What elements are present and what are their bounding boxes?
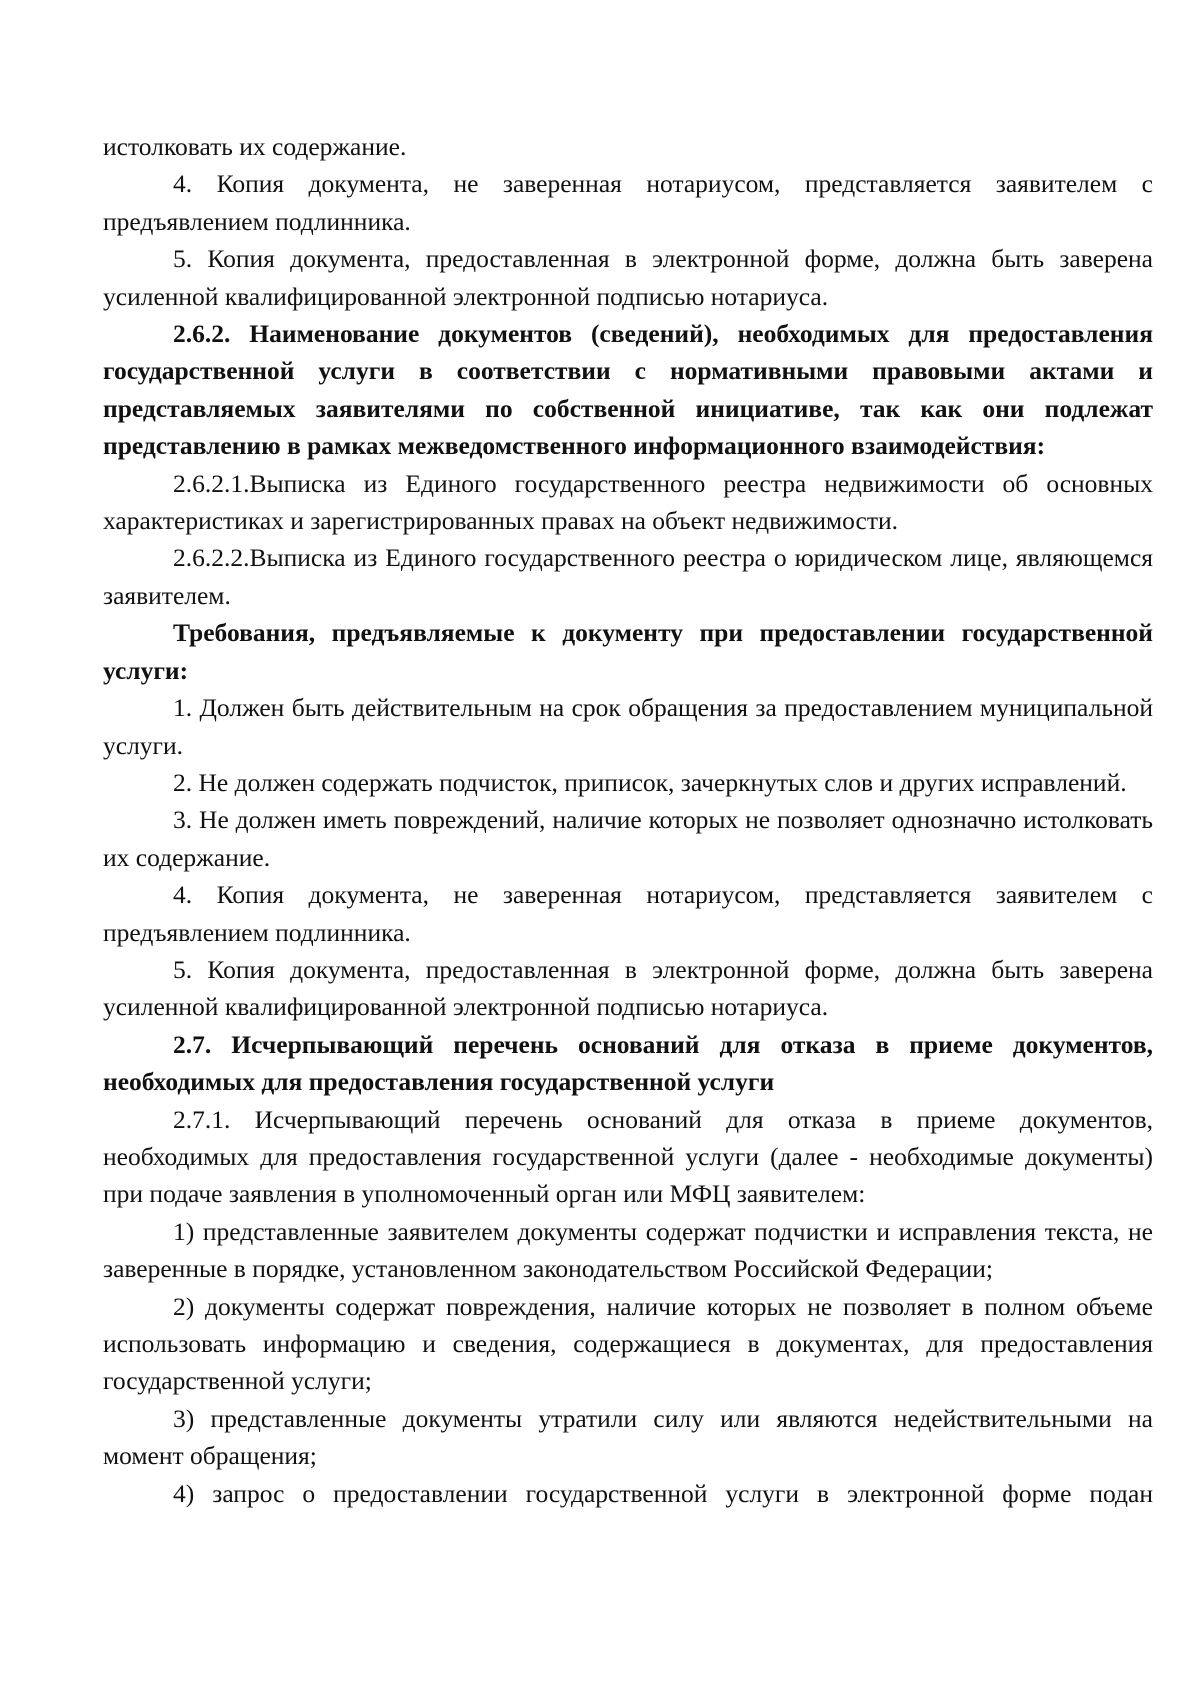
list-item: 3) представленные документы утратили силу или являются недействительными на момент обращения; (103, 1403, 1153, 1471)
list-item: 1) представленные заявителем документы содержат подчистки и исправления текста, не заверенные в порядке, установленном законодательством Российской Федерации; (103, 1216, 1153, 1284)
list-item: 4. Копия документа, не заверенная нотариусом, представляется заявителем с предъявлением подлинника. (103, 880, 1153, 947)
paragraph: 2.6.2.1.Выписка из Единого государственного реестра недвижимости об основных характеристиках и зарегистрированных правах на объект недвижимости. (103, 468, 1153, 536)
document-page (103, 128, 1153, 1512)
paragraph: 2.6.2.2.Выписка из Единого государственного реестра о юридическом лице, являющемся заявителем. (103, 543, 1153, 610)
list-item: 1. Должен быть действительным на срок обращения за предоставлением муниципальной услуги. (103, 693, 1153, 760)
section-heading: 2.6.2. Наименование документов (сведений), необходимых для предоставления государственной услуги в соответствии с нормативными правовыми актами и представляемых заявителями по собственной инициативе, так как они подлежат представлению в рамках межведомственного информационного взаимодействия: (103, 319, 1153, 461)
paragraph: 4. Копия документа, не заверенная нотариусом, представляется заявителем с предъявлением подлинника. (103, 169, 1153, 236)
list-item: 2) документы содержат повреждения, наличие которых не позволяет в полном объеме использовать информацию и сведения, содержащиеся в документах, для предоставления государственной услуги; (103, 1291, 1153, 1396)
list-item: 2. Не должен содержать подчисток, приписок, зачеркнутых слов и других исправлений. (173, 767, 1127, 797)
paragraph: 2.7.1. Исчерпывающий перечень оснований для отказа в приеме документов, необходимых для предоставления государственной услуги (далее - необходимые документы) при подаче заявления в уполномоченный орган или МФЦ заявителем: (103, 1104, 1153, 1209)
list-item: 5. Копия документа, предоставленная в электронной форме, должна быть заверена усиленной квалифицированной электронной подписью нотариуса. (103, 954, 1153, 1022)
section-heading: 2.7. Исчерпывающий перечень оснований для отказа в приеме документов, необходимых для предоставления государственной услуги (103, 1029, 1153, 1097)
list-item: 3. Не должен иметь повреждений, наличие которых не позволяет однозначно истолковать их содержание. (103, 805, 1153, 872)
paragraph: истолковать их содержание. (103, 132, 407, 161)
paragraph: 5. Копия документа, предоставленная в электронной форме, должна быть заверена усиленной квалифицированной электронной подписью нотариуса. (103, 244, 1153, 311)
section-heading: Требования, предъявляемые к документу при предоставлении государственной услуги: (103, 618, 1153, 685)
list-item: 4) запрос о предоставлении государственной услуги в электронной форме подан (173, 1478, 1153, 1508)
